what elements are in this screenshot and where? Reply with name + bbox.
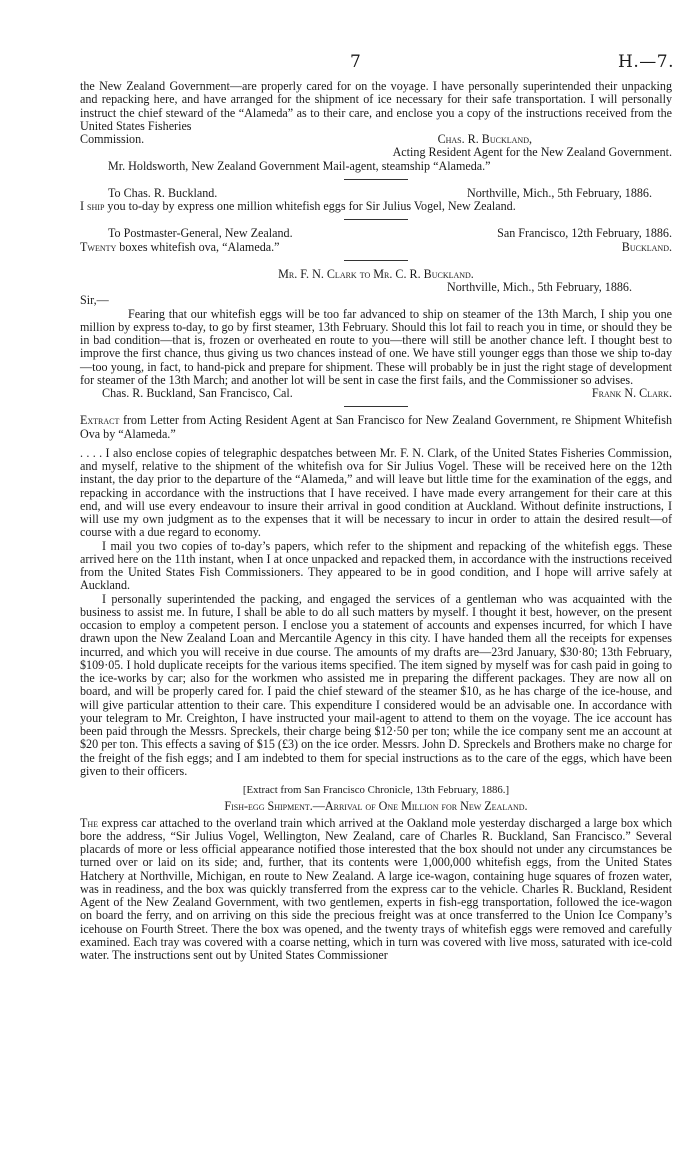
letter-place-date: Northville, Mich., 5th February, 1886. — [447, 280, 632, 294]
letter-continuation-paragraph: the New Zealand Government—are properly cared for on the voyage. I have personally superintended their unpacking and repacking here, and have arranged for the shipment of ice necessary for their safe transportation. I will personally instruct the chief steward of the “Alameda” as to their care, and enclose you a copy of the instructions received from the United States Fisheries — [80, 79, 672, 133]
addressee-line: Chas. R. Buckland, San Francisco, Cal. — [102, 386, 293, 400]
extract-paragraph: . . . . I also enclose copies of telegraphic despatches between Mr. F. N. Clark, of the United States Fisheries Commission, and myself, relative to the shipment of the whitefish ova for Sir Julius Vogel. These will be received here on the 12th instant, the day prior to the departure of the “Alameda,” and will leave but little time for the examination of the eggs, and repacking in accordance with the instructions that I have received. I have made every arrangement for their care at this end, and will use every endeavour to insure their arrival in good condition at Auckland. Without definite instructions, I will use my own judgment as to the expenses that it will be necessary to incur in order to attain the desired result—of course with a due regard to economy. — [80, 445, 672, 540]
telegram-text: boxes whitefish ova, “Alameda.” — [116, 239, 280, 254]
chronicle-source-note: [Extract from San Francisco Chronicle, 13th February, 1886.] — [242, 784, 510, 796]
chronicle-title: Fish-egg Shipment.—Arrival of One Million for New Zealand. — [224, 799, 528, 814]
telegram-opening-words: I ship — [80, 199, 105, 213]
section-divider — [344, 179, 408, 180]
extract-heading — [80, 414, 672, 441]
telegram-recipient: To Chas. R. Buckland. — [108, 185, 218, 200]
chronicle-first-word: The — [80, 815, 99, 830]
telegram-body-row — [80, 241, 672, 254]
letter-paragraph: Fearing that our whitefish eggs will be too far advanced to ship on steamer of the 13th March, I ship you one million by express to-day, to go by first steamer, 13th February. Should this lot fail to reach you in time, or should they be in bad condition—that is, frozen or overheated en route to you—there will still be another chance left. I thought best to improve the first chance, thus giving us two chances instead of one. We have still younger eggs than those we ship to-day—too young, in fact, to hand-pick and prepare for shipment. These will probably be in just the right stage of development for steamer of the 13th March; and another lot will be sent in case the first fails, and the Commissioner so advises. — [80, 306, 672, 387]
signature: Frank N. Clark. — [591, 386, 672, 400]
section-divider — [344, 260, 408, 261]
section-divider — [344, 406, 408, 407]
page-body — [80, 80, 672, 962]
telegram-opening-words: Twenty — [80, 239, 117, 254]
page-number: 7 — [350, 52, 361, 72]
telegram-body — [80, 241, 280, 254]
extract-heading-first-word: Extract — [80, 413, 120, 428]
extract-heading-text: from Letter from Acting Resident Agent at San Francisco for New Zealand Government, re Shipment Whitefish Ova by “Alameda.” — [80, 413, 672, 441]
letter-signature-row — [80, 133, 672, 146]
telegram-body — [80, 200, 672, 213]
telegram-text: you to-day by express one million whitefish eggs for Sir Julius Vogel, New Zealand. — [104, 199, 516, 213]
letter-signature-row — [80, 387, 672, 400]
signatory-title: Acting Resident Agent for the New Zealand Government. — [392, 145, 672, 160]
signature: Buckland. — [621, 239, 672, 254]
document-reference: H.—7. — [618, 52, 674, 72]
telegram-place-date: San Francisco, 12th February, 1886. — [497, 226, 672, 241]
salutation: Sir,— — [80, 293, 109, 308]
telegram-place-date: Northville, Mich., 5th February, 1886. — [467, 185, 652, 200]
signature: Chas. R. Buckland, — [437, 132, 532, 146]
extract-paragraph: I mail you two copies of to-day’s papers, which refer to the shipment and repacking of the whitefish eggs. These arrived here on the 11th instant, when I at once unpacked and repacked them, in accordance with the instructions received from the United States Fish Commissioners. They appeared to be in good condition, and I hope will arrive safely at Auckland. — [80, 538, 672, 593]
chronicle-paragraph — [80, 817, 672, 963]
telegram-header — [80, 187, 672, 200]
telegram-recipient: To Postmaster-General, New Zealand. — [108, 226, 293, 241]
closing-word: Commission. — [80, 132, 145, 146]
letter-heading: Mr. F. N. Clark to Mr. C. R. Buckland. — [278, 266, 474, 281]
telegram-header — [80, 227, 672, 240]
addressee-line: Mr. Holdsworth, New Zealand Government Mail-agent, steamship “Alameda.” — [108, 158, 491, 173]
section-divider — [344, 219, 408, 220]
chronicle-text: express car attached to the overland train which arrived at the Oakland mole yesterday discharged a large box which bore the address, “Sir Julius Vogel, Wellington, New Zealand, care of Charles R. Buckland, San Francisco.” Several placards of more or less official appearance notified those interested that the box should not under any circumstances be turned over or laid on its side; and, further, that its contents were 1,000,000 whitefish eggs, from the United States Hatchery at Northville, Michigan, en route to New Zealand. A large ice-wagon, containing huge squares of frozen water, was in readiness, and the box was quickly transferred from the express car to the vehicle. Charles R. Buckland, Resident Agent of the New Zealand Government, with two gentlemen, experts in fish-egg transportation, followed the ice-wagon on board the ferry, and on arriving on this side the precious freight was at once transferred to the Union Ice Company’s icehouse on Fourth Street. There the box was opened, and the twenty trays of whitefish eggs were removed and carefully examined. Each tray was covered with a coarse netting, which in turn was covered with live moss, saturated with ice-cold water. The instructions sent out by United States Commissioner — [80, 815, 672, 962]
extract-paragraph: I personally superintended the packing, and engaged the services of a gentleman who was acquainted with the business to assist me. In future, I shall be able to do all such matters by myself. I thought it best, however, on the present occasion to employ a competent person. I enclose you a statement of accounts and expenses incurred, for which I have drawn upon the New Zealand Loan and Mercantile Agency in this city. I have handed them all the receipts for expenses incurred, and which you will receive in due course. The amounts of my drafts are—23rd January, $30·80; 13th February, $109·05. I hold duplicate receipts for the various items specified. The item signed by myself was for cash paid in going to the ice-works by car; also for the workmen who assisted me in preparing the different packages. They are now all on board, and will be properly cared for. I paid the chief steward of the steamer $10, as he has charge of the ice-house, and will give particular attention to their care. This expenditure I considered would be an advisable one. In accordance with your telegram to Mr. Creighton, I have instructed your mail-agent to attend to them on the voyage. The ice account has been paid through the Messrs. Spreckels, their charge being $12·50 per ton; while the ice company sent me an account at $20 per ton. This effects a saving of $15 (£3) on the ice order. Messrs. John D. Spreckels and Brothers make no charge for the freight of the fish eggs; and I am indebted to them for special instructions as to the care of the eggs, which have been given to their officers. — [80, 591, 672, 778]
page-header — [80, 52, 674, 74]
